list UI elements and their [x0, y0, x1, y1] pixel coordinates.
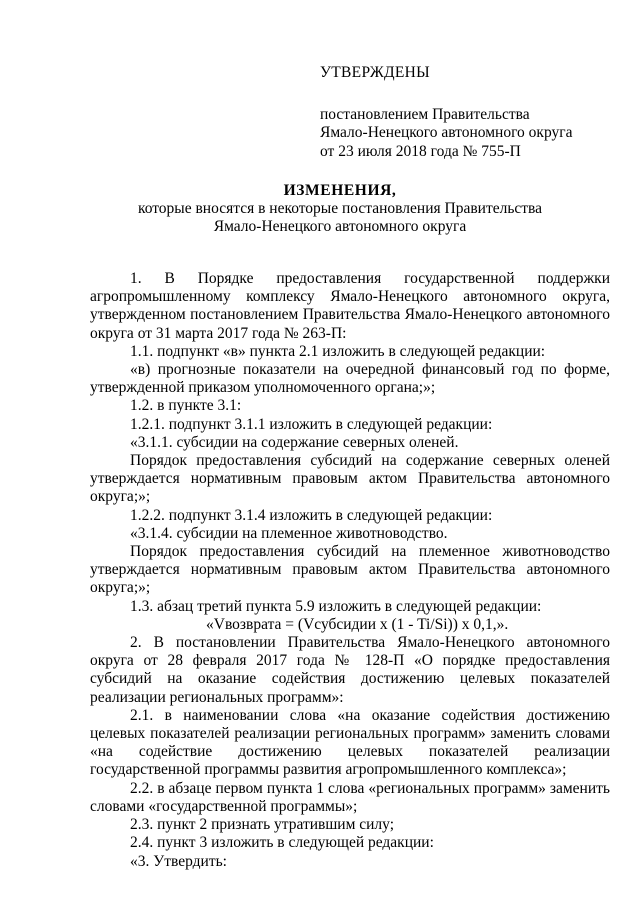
- approval-line: постановлением Правительства: [320, 106, 530, 124]
- paragraph-item-1-1: 1.1. подпункт «в» пункта 2.1 изложить в следующей редакции:: [130, 342, 546, 360]
- title-subtitle-line: Ямало-Ненецкого автономного округа: [213, 218, 467, 236]
- paragraph-item-1-2: 1.2. в пункте 3.1:: [130, 397, 242, 415]
- paragraph-item-2-1: 2.1. в наименовании слова «на оказание содействия достижению целевых показателей реализации региональных программ» заменить словами «на содействие достижению целевых показателей реализации государственной программы развития агропромышленного комплекса»;: [90, 706, 610, 779]
- paragraph-procedure: Порядок предоставления субсидий на содержание северных оленей утверждается нормативным правовым актом Правительства автономного округа;»;: [90, 452, 610, 506]
- approval-heading: УТВЕРЖДЕНЫ: [320, 64, 430, 81]
- formula-line: «Vвозврата = (Vсубсидии x (1 - Ti/Si)) x 0,1,».: [206, 615, 509, 633]
- paragraph-quote: «в) прогнозные показатели на очередной финансовый год по форме, утвержденной приказом уполномоченного органа;»;: [90, 361, 610, 397]
- paragraph-item-1-2-2: 1.2.2. подпункт 3.1.4 изложить в следующей редакции:: [130, 506, 493, 524]
- paragraph-item-2-3: 2.3. пункт 2 признать утратившим силу;: [130, 816, 395, 834]
- paragraph-item-1-3: 1.3. абзац третий пункта 5.9 изложить в следующей редакции:: [130, 597, 542, 615]
- paragraph-item-1: 1. В Порядке предоставления государственной поддержки агропромышленному комплексу Ямало-Ненецкого автономного округа, утвержденном постановлением Правительства Ямало-Ненецкого автономного округа от 31 марта 2017 года № 263-П:: [90, 270, 610, 342]
- paragraph-procedure: Порядок предоставления субсидий на племенное животноводство утверждается нормативным правовым актом Правительства автономного округа;»;: [90, 543, 610, 597]
- approval-line: Ямало-Ненецкого автономного округа: [320, 124, 573, 142]
- paragraph-item-2-4: 2.4. пункт 3 изложить в следующей редакции:: [130, 834, 434, 852]
- paragraph-quote: «3.1.4. субсидии на племенное животноводство.: [130, 524, 448, 542]
- paragraph-quote: «3.1.1. субсидии на содержание северных оленей.: [130, 433, 459, 451]
- title-main: ИЗМЕНЕНИЯ,: [283, 182, 397, 199]
- document-title: [90, 182, 590, 237]
- paragraph-item-2-2: 2.2. в абзаце первом пункта 1 слова «региональных программ» заменить словами «государственной программы»;: [90, 779, 610, 815]
- document-body: [90, 270, 610, 871]
- paragraph-quote: «3. Утвердить:: [130, 852, 227, 870]
- approval-line: от 23 июля 2018 года № 755-П: [320, 142, 521, 160]
- title-subtitle-line: которые вносятся в некоторые постановления Правительства: [137, 200, 543, 218]
- approval-stamp: [320, 64, 620, 161]
- paragraph-item-2: 2. В постановлении Правительства Ямало-Ненецкого автономного округа от 28 февраля 2017 года № 128-П «О порядке предоставления субсидий на оказание содействия достижению целевых показателей реализации региональных программ»:: [90, 634, 610, 706]
- paragraph-item-1-2-1: 1.2.1. подпункт 3.1.1 изложить в следующей редакции:: [130, 415, 493, 433]
